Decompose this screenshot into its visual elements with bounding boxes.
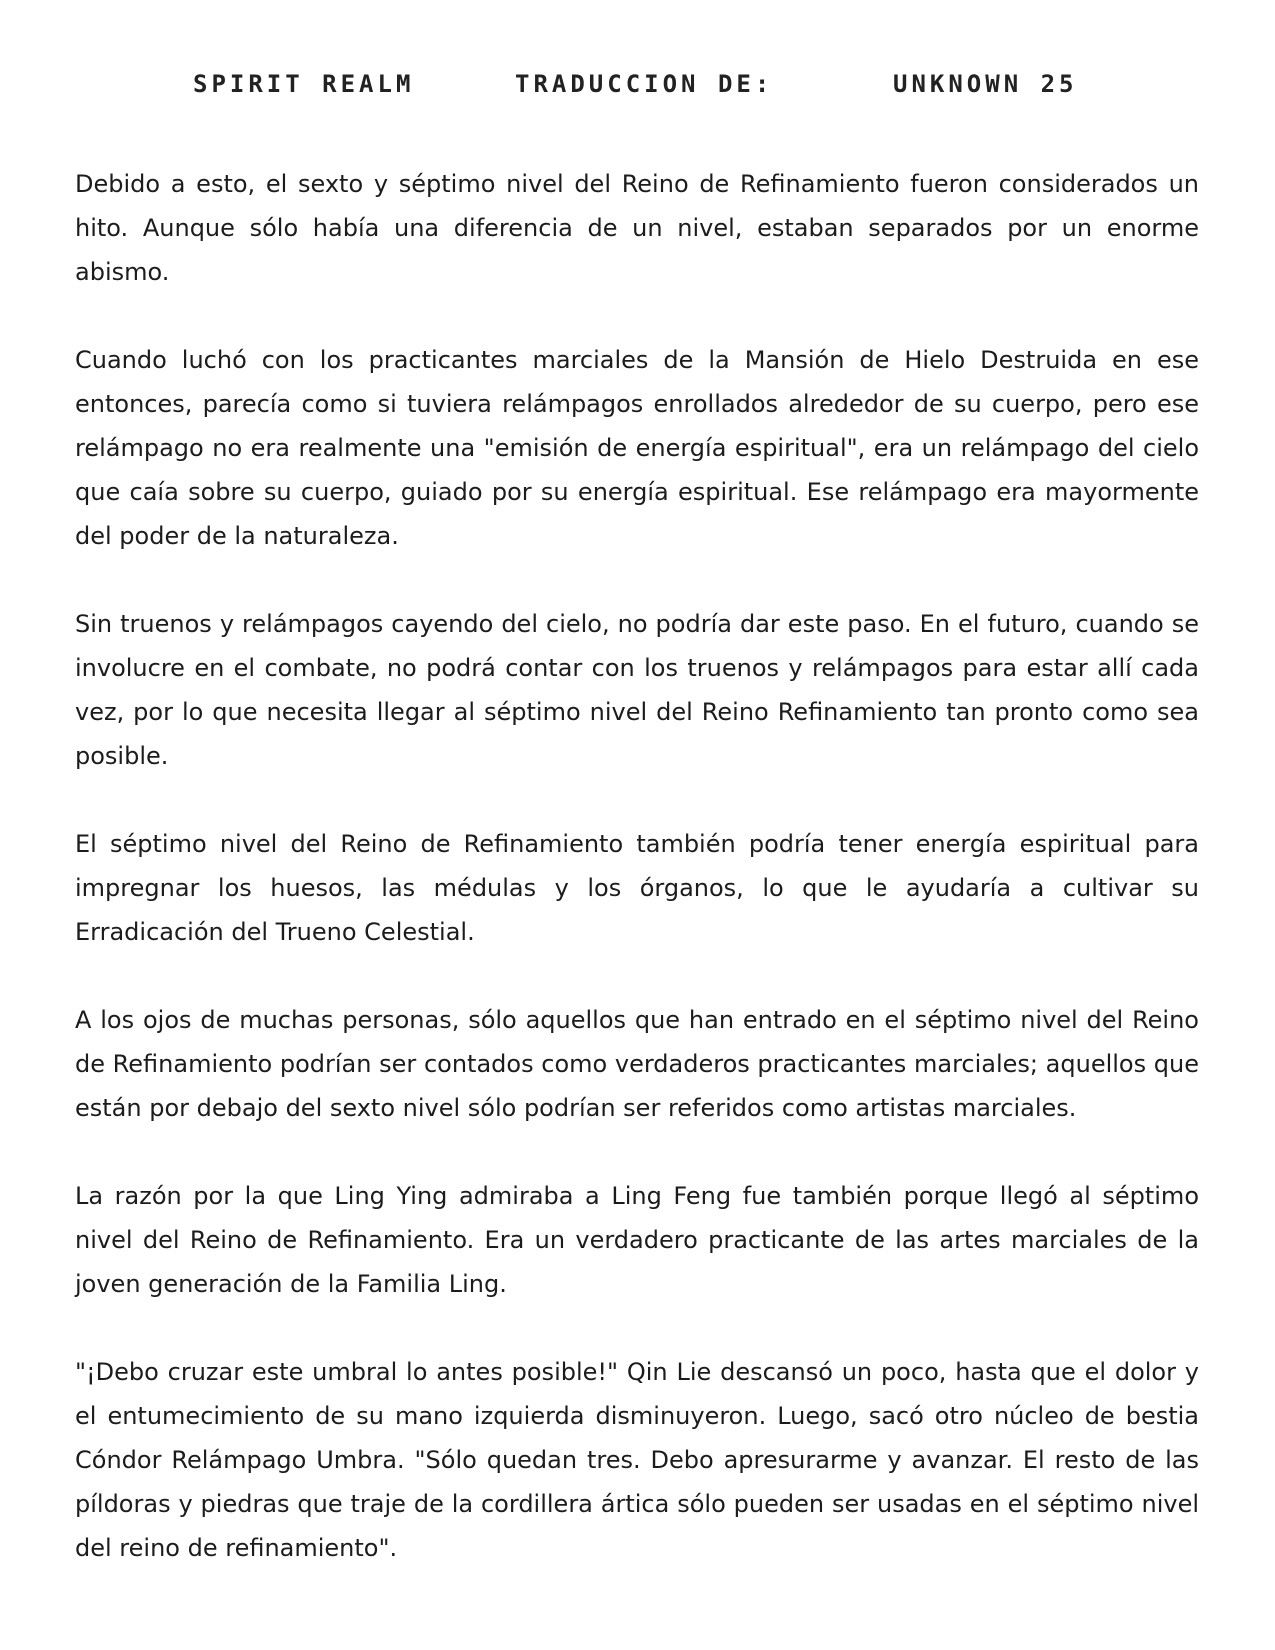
paragraph: A los ojos de muchas personas, sólo aquellos que han entrado en el séptimo nivel del Reino de Refinamiento podrían ser contados como verdaderos practicantes marciales; aquellos que están por debajo del sexto nivel sólo podrían ser referidos como artistas marciales. [75, 1006, 1199, 1122]
translator-name: UNKNOWN 25 [893, 70, 1078, 98]
paragraph: El séptimo nivel del Reino de Refinamiento también podría tener energía espiritual para impregnar los huesos, las médulas y los órganos, lo que le ayudaría a cultivar su Erradicación del Trueno Celestial. [75, 830, 1199, 946]
paragraph: La razón por la que Ling Ying admiraba a Ling Feng fue también porque llegó al séptimo nivel del Reino de Refinamiento. Era un verdadero practicante de las artes marciales de la joven generación de la Familia Ling. [75, 1182, 1199, 1298]
paragraph: Cuando luchó con los practicantes marciales de la Mansión de Hielo Destruida en ese entonces, parecía como si tuviera relámpagos enrollados alrededor de su cuerpo, pero ese relámpago no era realmente una "emisión de energía espiritual", era un relámpago del cielo que caía sobre su cuerpo, guiado por su energía espiritual. Ese relámpago era mayormente del poder de la naturaleza. [75, 346, 1199, 550]
page-header [0, 70, 1275, 110]
translation-label: TRADUCCION DE: [515, 70, 774, 98]
paragraph: "¡Debo cruzar este umbral lo antes posible!" Qin Lie descansó un poco, hasta que el dolor y el entumecimiento de su mano izquierda disminuyeron. Luego, sacó otro núcleo de bestia Cóndor Relámpago Umbra. "Sólo quedan tres. Debo apresurarme y avanzar. El resto de las píldoras y piedras que traje de la cordillera ártica sólo pueden ser usadas en el séptimo nivel del reino de refinamiento". [75, 1358, 1199, 1562]
paragraph: Sin truenos y relámpagos cayendo del cielo, no podría dar este paso. En el futuro, cuando se involucre en el combate, no podrá contar con los truenos y relámpagos para estar allí cada vez, por lo que necesita llegar al séptimo nivel del Reino Refinamiento tan pronto como sea posible. [75, 610, 1199, 770]
paragraph: Debido a esto, el sexto y séptimo nivel del Reino de Refinamiento fueron considerados un hito. Aunque sólo había una diferencia de un nivel, estaban separados por un enorme abismo. [75, 170, 1199, 286]
document-body [75, 162, 1199, 1570]
series-title: SPIRIT REALM [193, 70, 415, 98]
